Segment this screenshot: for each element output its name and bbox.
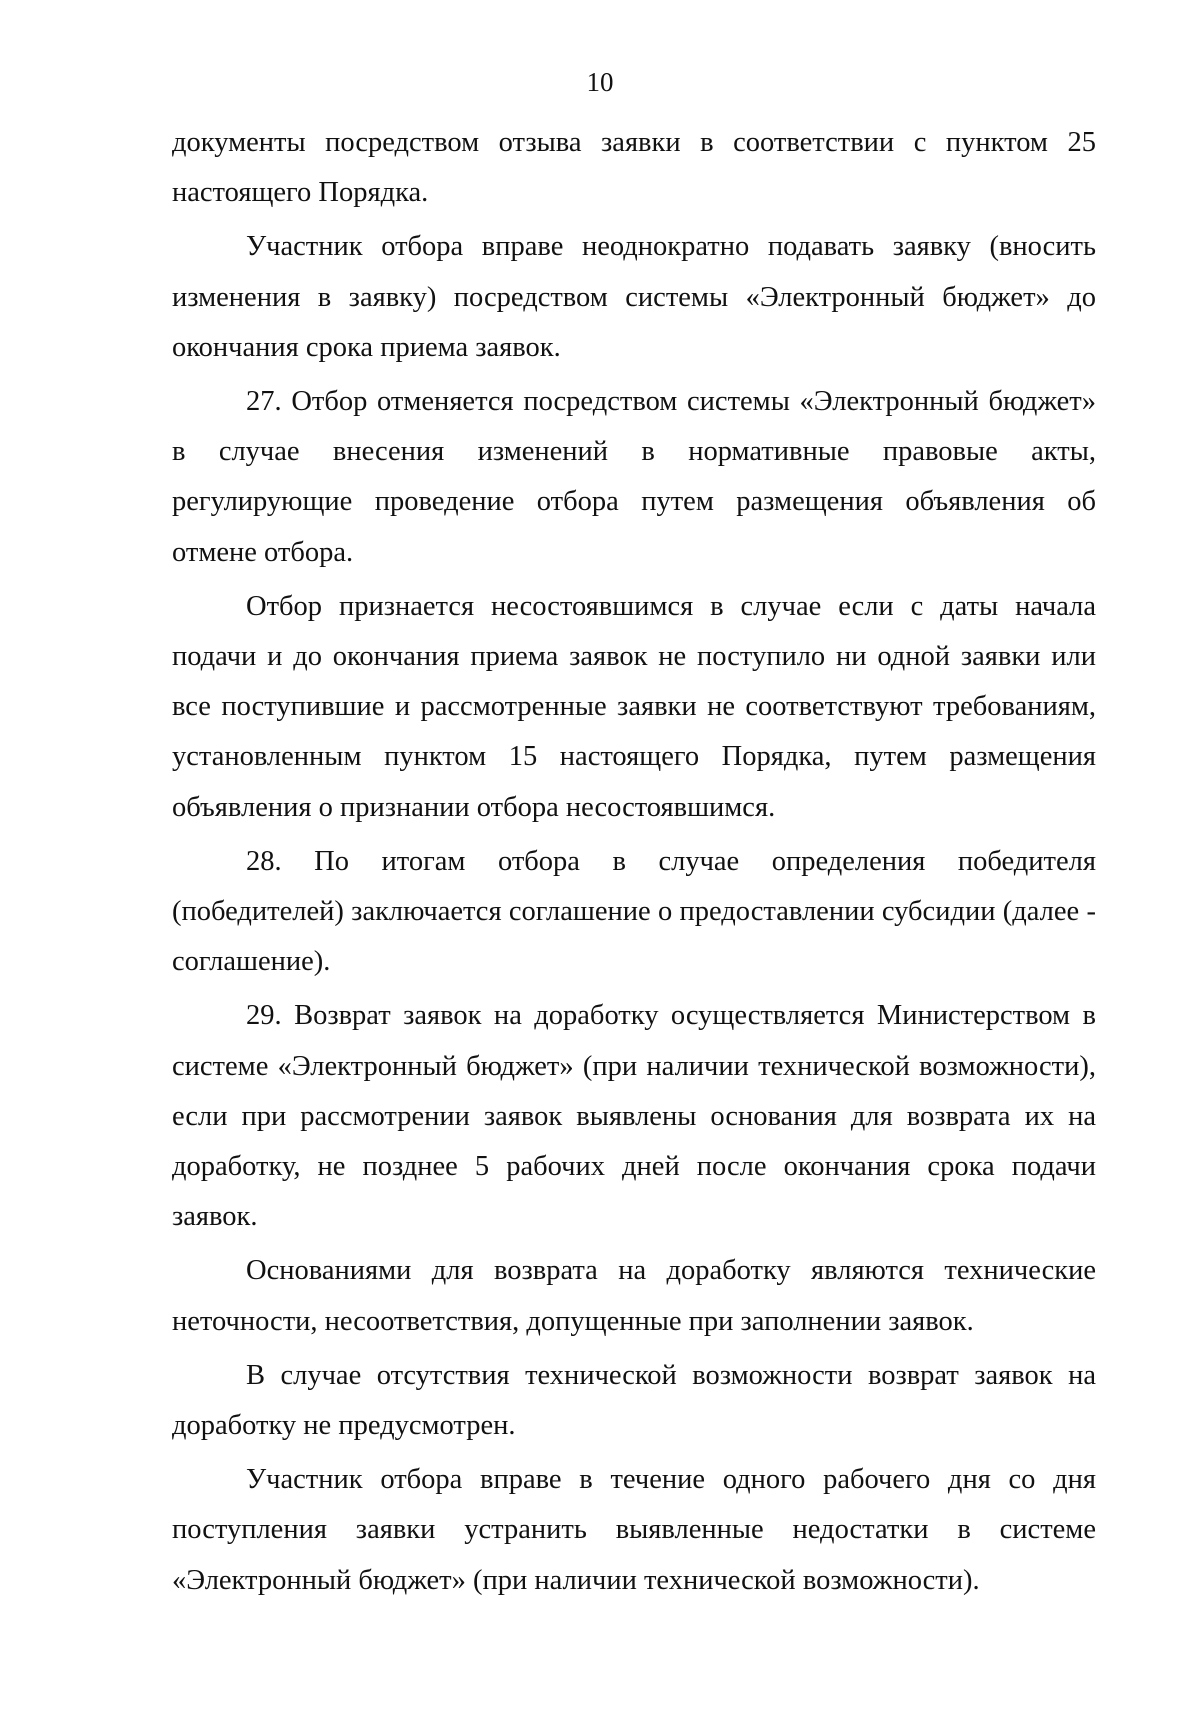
paragraph-fix-deficiencies: Участник отбора вправе в течение одного рабочего дня со дня поступления заявки устранить выявленные недостатки в системе «Электронный бюджет» (при наличии технической возможности). [172, 1464, 1096, 1596]
document-body [172, 118, 1096, 1610]
paragraph-withdrawal-continuation: документы посредством отзыва заявки в соответствии с пунктом 25 настоящего Порядка. [172, 127, 1096, 209]
paragraph-failed-selection: Отбор признается несостоявшимся в случае если с даты начала подачи и до окончания приема заявок не поступило ни одной заявки или все поступившие и рассмотренные заявки не соответствуют требованиям, установленным пунктом 15 настоящего Порядка, путем размещения объявления о признании отбора несостоявшимся. [172, 590, 1096, 823]
paragraph-27-cancellation: 27. Отбор отменяется посредством системы «Электронный бюджет» в случае внесения изменений в нормативные правовые акты, регулирующие проведение отбора путем размещения объявления об отмене отбора. [172, 386, 1096, 568]
page-number: 10 [586, 67, 614, 97]
paragraph-repeat-submission: Участник отбора вправе неоднократно подавать заявку (вносить изменения в заявку) посредством системы «Электронный бюджет» до окончания срока приема заявок. [172, 231, 1096, 363]
paragraph-28-agreement: 28. По итогам отбора в случае определения победителя (победителей) заключается соглашение о предоставлении субсидии (далее - соглашение). [172, 845, 1096, 978]
paragraph-no-technical-possibility: В случае отсутствия технической возможности возврат заявок на доработку не предусмотрен. [172, 1359, 1096, 1442]
paragraph-return-grounds: Основаниями для возврата на доработку являются технические неточности, несоответствия, допущенные при заполнении заявок. [172, 1255, 1096, 1337]
paragraph-29-return: 29. Возврат заявок на доработку осуществляется Министерством в системе «Электронный бюджет» (при наличии технической возможности), если при рассмотрении заявок выявлены основания для возврата их на доработку, не позднее 5 рабочих дней после окончания срока подачи заявок. [172, 1000, 1096, 1233]
